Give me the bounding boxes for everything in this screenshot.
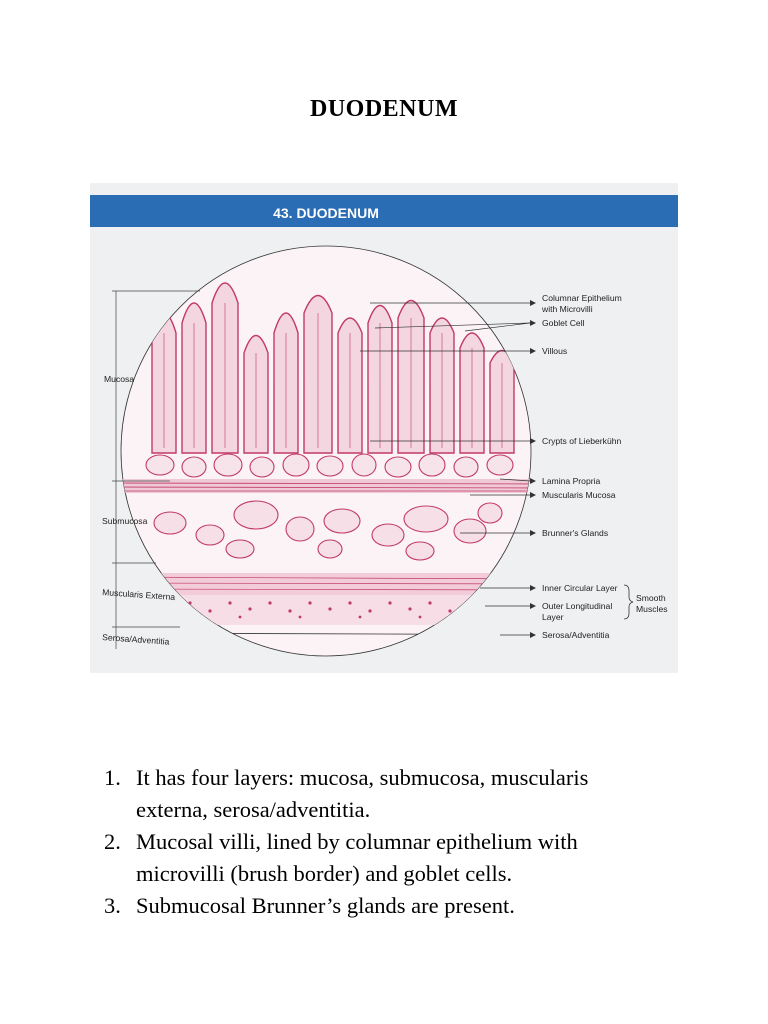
label-columnar-epithelium: Columnar Epithelium [542, 293, 622, 303]
note-text-line: Mucosal villi, lined by columnar epithelium with [136, 829, 578, 854]
smooth-muscles-brace [624, 585, 633, 619]
label-with-microvilli: with Microvilli [542, 304, 593, 314]
note-item-3 [104, 890, 704, 922]
note-text-line: microvilli (brush border) and goblet cells. [136, 861, 513, 886]
label-crypts-of-lieberkuhn: Crypts of Lieberkühn [542, 436, 622, 446]
label-villous: Villous [542, 346, 568, 356]
figure-banner-title: 43. DUODENUM [273, 205, 379, 221]
left-label-muscularis-externa: Muscularis Externa [101, 587, 176, 603]
label-goblet-cell: Goblet Cell [542, 318, 585, 328]
note-text-line: externa, serosa/adventitia. [136, 797, 371, 822]
label-layer: Layer [542, 612, 564, 622]
left-label-mucosa: Mucosa [104, 374, 135, 384]
note-number: 1. [104, 765, 121, 790]
figure-banner [90, 195, 678, 227]
notes-list [104, 762, 704, 922]
label-inner-circular-layer: Inner Circular Layer [542, 583, 618, 593]
note-number: 2. [104, 829, 121, 854]
note-item-2 [104, 826, 704, 890]
left-label-serosa-adventitia: Serosa/Adventitia [101, 632, 170, 647]
note-item-1 [104, 762, 704, 826]
histology-diagram [90, 183, 678, 673]
label-outer-longitudinal: Outer Longitudinal [542, 601, 613, 611]
label-serosa-adventitia-right: Serosa/Adventitia [542, 630, 610, 640]
duodenum-histology-figure [90, 183, 678, 673]
left-label-submucosa: Submucosa [102, 516, 148, 526]
label-smooth: Smooth [636, 593, 666, 603]
right-leader-arrowheads [530, 300, 536, 638]
label-brunners-glands: Brunner's Glands [542, 528, 609, 538]
label-muscles: Muscles [636, 604, 668, 614]
note-number: 3. [104, 893, 121, 918]
label-lamina-propria: Lamina Propria [542, 476, 601, 486]
note-text-line: It has four layers: mucosa, submucosa, muscularis [136, 765, 589, 790]
label-muscularis-mucosa: Muscularis Mucosa [542, 490, 616, 500]
note-text-line: Submucosal Brunner’s glands are present. [136, 893, 515, 918]
page-title: DUODENUM [310, 96, 458, 122]
